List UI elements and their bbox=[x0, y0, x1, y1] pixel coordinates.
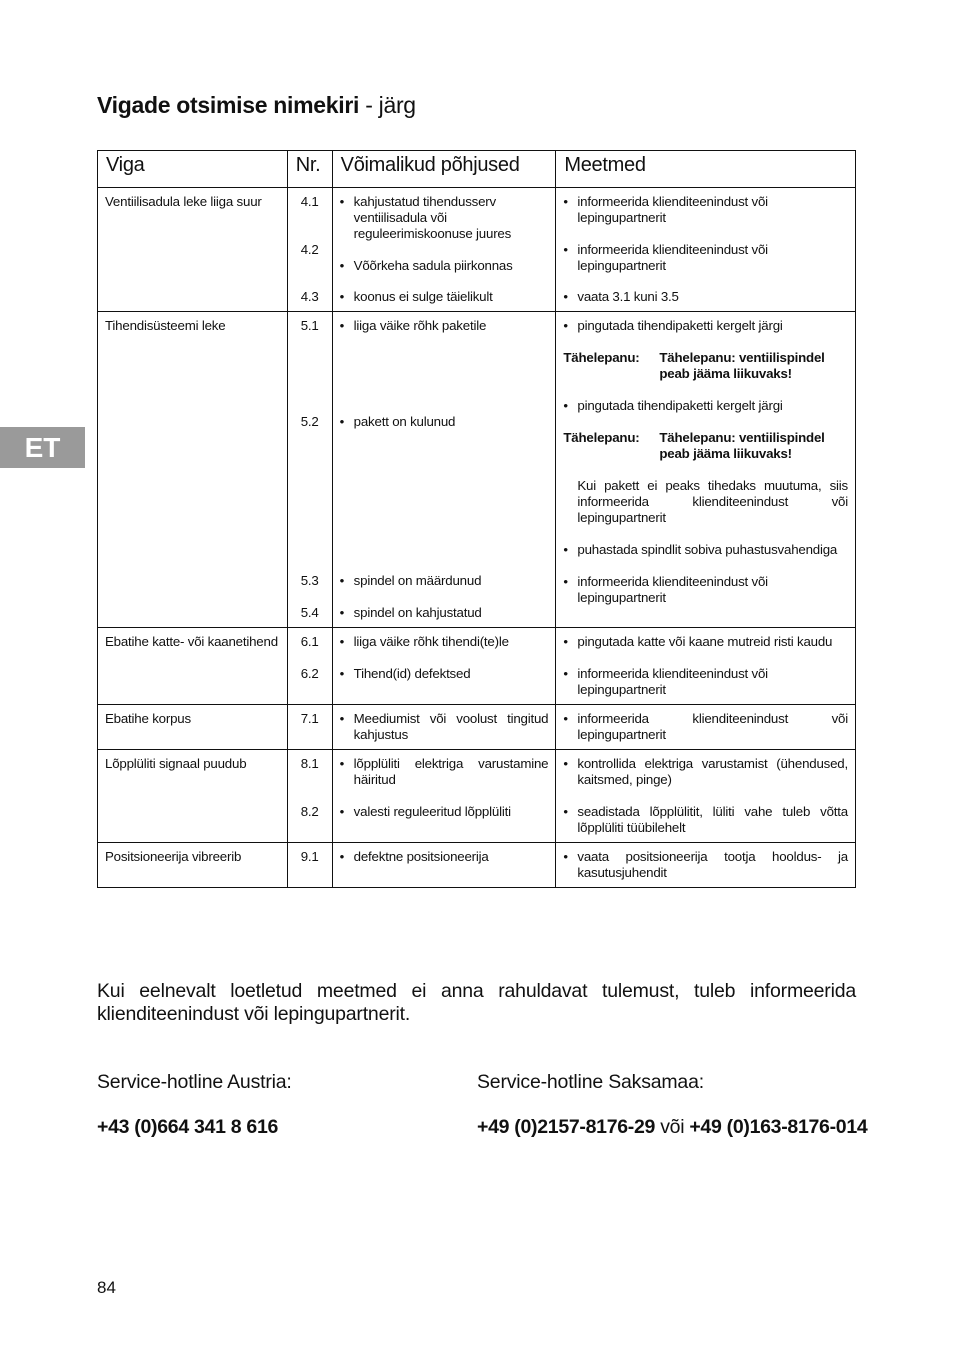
cause-text: koonus ei sulge täielikult bbox=[353, 289, 493, 304]
nr-value: 8.2 bbox=[300, 804, 319, 819]
causes-cell bbox=[332, 188, 556, 312]
causes-cell bbox=[332, 705, 556, 750]
actions-cell bbox=[556, 843, 856, 888]
table-row bbox=[98, 312, 856, 628]
actions-cell bbox=[556, 705, 856, 750]
note-text: Tähelepanu: ventiilispindel peab jääma liikuvaks! bbox=[659, 350, 825, 381]
cause-text: liiga väike rõhk tihendi(te)le bbox=[353, 634, 509, 649]
warning-note bbox=[563, 350, 848, 382]
fault-cell: Ebatihe katte- või kaanetihend bbox=[98, 628, 288, 705]
header-causes: Võimalikud põhjused bbox=[332, 151, 556, 188]
cause-text: valesti reguleeritud lõpplüliti bbox=[353, 804, 511, 819]
list-item: • Võõrkeha sadula piirkonnas bbox=[340, 258, 549, 274]
table-row bbox=[98, 628, 856, 705]
list-item: • informeerida klienditeenindust või lepingupartnerit bbox=[563, 242, 848, 274]
table-header-row bbox=[98, 151, 856, 188]
hotline-germany-number-1: +49 (0)2157-8176-29 bbox=[477, 1116, 656, 1138]
nr-value: 8.1 bbox=[300, 756, 319, 771]
action-text: pingutada katte või kaane mutreid risti kaudu bbox=[577, 634, 833, 649]
title-suffix: - järg bbox=[359, 92, 416, 118]
list-item: • pingutada tihendipaketti kergelt järgi bbox=[563, 398, 848, 414]
actions-cell bbox=[556, 312, 856, 628]
cause-text: pakett on kulunud bbox=[353, 414, 456, 429]
nr-value: 6.1 bbox=[300, 634, 319, 649]
list-item: • spindel on kahjustatud bbox=[340, 605, 549, 621]
nr-cell bbox=[287, 628, 332, 705]
nr-value: 4.2 bbox=[300, 242, 319, 257]
fault-cell: Tihendisüsteemi leke bbox=[98, 312, 288, 628]
hotline-germany-numbers bbox=[477, 1116, 867, 1139]
list-item: • lõpplüliti elektriga varustamine häiritud bbox=[339, 756, 549, 787]
list-item: • Meediumist või voolust tingitud kahjustus bbox=[339, 711, 549, 742]
nr-cell bbox=[287, 843, 332, 888]
troubleshooting-table bbox=[97, 150, 856, 888]
fault-cell: Ebatihe korpus bbox=[98, 705, 288, 750]
fault-cell: Ventiilisadula leke liiga suur bbox=[98, 188, 288, 312]
page-number: 84 bbox=[97, 1278, 116, 1297]
action-text: pingutada tihendipaketti kergelt järgi bbox=[577, 398, 783, 413]
cause-text: Meediumist või voolust tingitud kahjustus bbox=[353, 711, 549, 742]
list-item: • informeerida klienditeenindust või lepingupartnerit bbox=[563, 711, 848, 742]
action-text: informeerida klienditeenindust või lepingupartnerit bbox=[577, 711, 848, 742]
list-item: • valesti reguleeritud lõpplüliti bbox=[340, 804, 549, 820]
list-item: • puhastada spindlit sobiva puhastusvahendiga bbox=[563, 542, 848, 558]
title-bold: Vigade otsimise nimekiri bbox=[97, 92, 360, 118]
header-fault: Viga bbox=[98, 151, 288, 188]
list-item: • informeerida klienditeenindust või lepingupartnerit bbox=[563, 574, 848, 606]
nr-value: 7.1 bbox=[300, 711, 319, 726]
nr-value: 5.2 bbox=[300, 414, 319, 429]
table-row bbox=[98, 843, 856, 888]
cause-text: spindel on määrdunud bbox=[353, 573, 482, 588]
nr-cell bbox=[287, 312, 332, 628]
list-item: • seadistada lõpplülitit, lüliti vahe tuleb võtta lõpplüliti tüübilehelt bbox=[563, 804, 848, 835]
action-text: seadistada lõpplülitit, lüliti vahe tuleb võtta lõpplüliti tüübilehelt bbox=[577, 804, 848, 835]
actions-cell bbox=[556, 188, 856, 312]
actions-cell bbox=[556, 750, 856, 843]
cause-text: defektne positsioneerija bbox=[353, 849, 489, 864]
table-row bbox=[98, 188, 856, 312]
action-text: informeerida klienditeenindust või lepingupartnerit bbox=[577, 242, 768, 273]
hotline-germany-number-2: +49 (0)163-8176-014 bbox=[689, 1116, 868, 1138]
nr-cell bbox=[287, 750, 332, 843]
header-nr: Nr. bbox=[287, 151, 332, 188]
list-item: • Tihend(id) defektsed bbox=[340, 666, 549, 682]
list-item: • informeerida klienditeenindust või lepingupartnerit bbox=[563, 194, 848, 226]
cause-text: lõpplüliti elektriga varustamine häiritud bbox=[353, 756, 549, 787]
header-actions: Meetmed bbox=[556, 151, 856, 188]
cause-text: Tihend(id) defektsed bbox=[353, 666, 471, 681]
hotline-or-separator: või bbox=[655, 1116, 690, 1138]
fault-cell: Positsioneerija vibreerib bbox=[98, 843, 288, 888]
list-item: • vaata 3.1 kuni 3.5 bbox=[563, 289, 848, 305]
causes-cell bbox=[332, 750, 556, 843]
list-item: • pakett on kulunud bbox=[340, 414, 549, 430]
nr-value: 4.1 bbox=[300, 194, 319, 209]
action-text: informeerida klienditeenindust või lepingupartnerit bbox=[577, 194, 768, 225]
list-item: • defektne positsioneerija bbox=[340, 849, 549, 865]
causes-cell bbox=[332, 843, 556, 888]
cause-text: Võõrkeha sadula piirkonnas bbox=[353, 258, 513, 273]
action-text: vaata 3.1 kuni 3.5 bbox=[577, 289, 679, 304]
note-text: Tähelepanu: ventiilispindel peab jääma liikuvaks! bbox=[659, 430, 825, 461]
hotline-austria-number: +43 (0)664 341 8 616 bbox=[97, 1116, 279, 1138]
list-item: • koonus ei sulge täielikult bbox=[340, 289, 549, 305]
nr-value: 5.3 bbox=[300, 573, 319, 588]
nr-value: 5.4 bbox=[300, 605, 319, 620]
list-item: • liiga väike rõhk tihendi(te)le bbox=[340, 634, 549, 650]
extra-instruction: Kui pakett ei peaks tihedaks muutuma, siis informeerida klienditeenindust või lepingupartnerit bbox=[577, 478, 848, 525]
nr-cell bbox=[287, 705, 332, 750]
causes-cell bbox=[332, 312, 556, 628]
nr-value: 5.1 bbox=[300, 318, 319, 333]
list-item: • kontrollida elektriga varustamist (ühendused, kaitsmed, pinge) bbox=[563, 756, 848, 787]
nr-cell bbox=[287, 188, 332, 312]
list-item: • liiga väike rõhk paketile bbox=[340, 318, 549, 334]
action-text: pingutada tihendipaketti kergelt järgi bbox=[577, 318, 783, 333]
nr-value: 9.1 bbox=[300, 849, 319, 864]
list-item: • vaata positsioneerija tootja hooldus- ja kasutusjuhendit bbox=[563, 849, 848, 880]
action-text: kontrollida elektriga varustamist (ühendused, kaitsmed, pinge) bbox=[577, 756, 848, 787]
causes-cell bbox=[332, 628, 556, 705]
language-tab: ET bbox=[0, 427, 85, 468]
warning-note bbox=[563, 430, 848, 462]
list-item: • informeerida klienditeenindust või lepingupartnerit bbox=[563, 666, 848, 698]
hotline-austria-label: Service-hotline Austria: bbox=[97, 1071, 292, 1093]
cause-text: liiga väike rõhk paketile bbox=[353, 318, 487, 333]
list-item: • kahjustatud tihendusserv ventiilisadula või reguleerimiskoonuse juures bbox=[340, 194, 549, 242]
action-text: puhastada spindlit sobiva puhastusvahendiga bbox=[577, 542, 838, 557]
nr-value: 6.2 bbox=[300, 666, 319, 681]
list-item: • pingutada katte või kaane mutreid risti kaudu bbox=[563, 634, 848, 650]
nr-value: 4.3 bbox=[300, 289, 319, 304]
note-label: Tähelepanu: bbox=[563, 430, 640, 445]
note-label: Tähelepanu: bbox=[563, 350, 640, 365]
list-item: • spindel on määrdunud bbox=[340, 573, 549, 589]
table-row bbox=[98, 705, 856, 750]
action-text: informeerida klienditeenindust või lepingupartnerit bbox=[577, 666, 768, 697]
table-row bbox=[98, 750, 856, 843]
actions-cell bbox=[556, 628, 856, 705]
list-item: • pingutada tihendipaketti kergelt järgi bbox=[563, 318, 848, 334]
hotline-germany-label: Service-hotline Saksamaa: bbox=[477, 1071, 704, 1093]
page-title bbox=[97, 92, 416, 119]
cause-text: kahjustatud tihendusserv ventiilisadula või reguleerimiskoonuse juures bbox=[353, 194, 512, 241]
fault-cell: Lõpplüliti signaal puudub bbox=[98, 750, 288, 843]
cause-text: spindel on kahjustatud bbox=[353, 605, 482, 620]
action-text: vaata positsioneerija tootja hooldus- ja kasutusjuhendit bbox=[577, 849, 848, 880]
action-text: informeerida klienditeenindust või lepingupartnerit bbox=[577, 574, 768, 605]
summary-paragraph: Kui eelnevalt loetletud meetmed ei anna rahuldavat tulemust, tuleb informeerida klienditeenindust või lepingupartnerit. bbox=[97, 980, 856, 1025]
